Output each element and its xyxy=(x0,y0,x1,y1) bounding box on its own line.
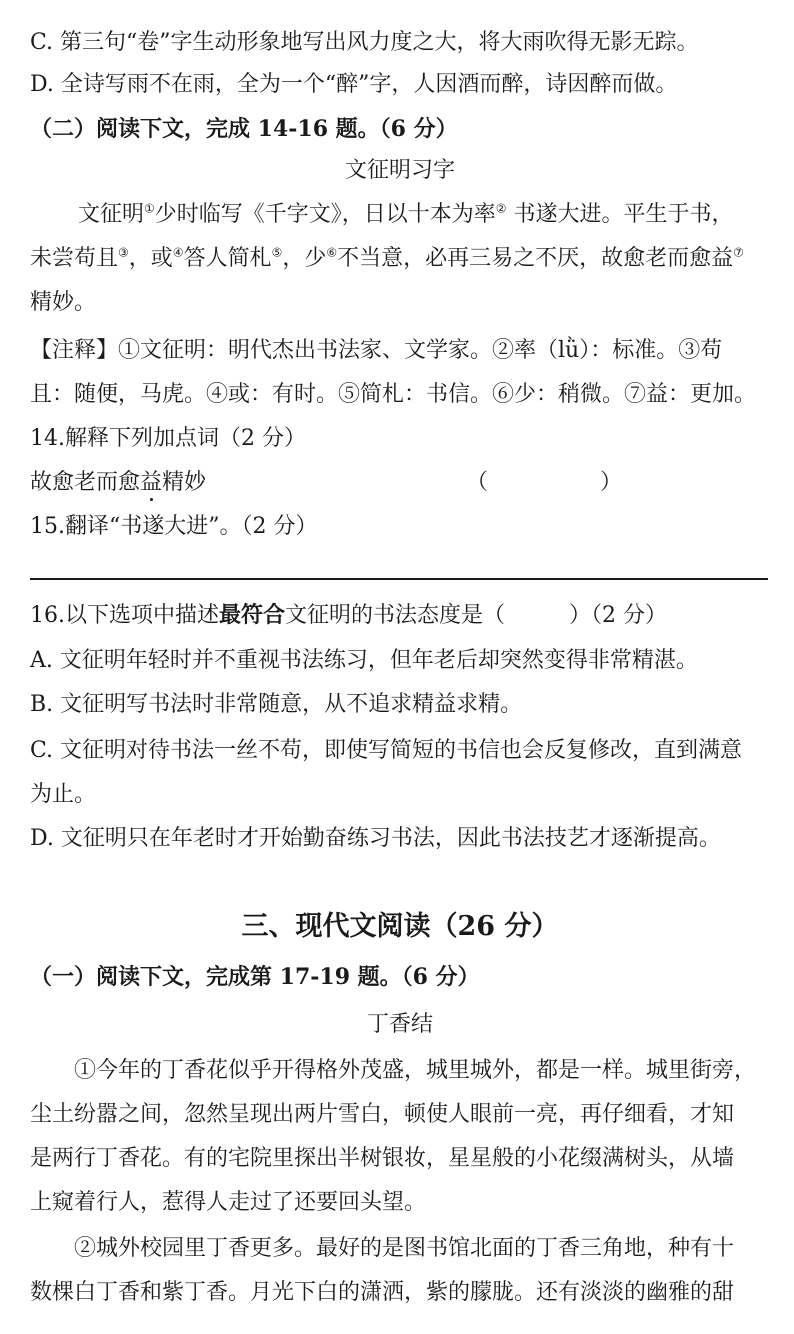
notes-line-2: 且：随便，马虎。④或：有时。⑤简札：书信。⑥少：稍微。⑦益：更加。 xyxy=(30,382,757,407)
question-15: 15.翻译“书遂大进”。（2 分） xyxy=(30,514,318,539)
option-d: D. 文征明只在年老时才开始勤奋练习书法，因此书法技艺才逐渐提高。 xyxy=(30,826,721,851)
question-16: 16.以下选项中描述最符合文征明的书法态度是（ ）（2 分） xyxy=(30,602,668,628)
answer-paren-open[interactable]: （ xyxy=(466,470,489,495)
essay-p1-line-2: 尘土纷嚣之间，忽然呈现出两片雪白，顿使人眼前一亮，再仔细看，才知 xyxy=(30,1102,735,1127)
section-3-subheading: （一）阅读下文，完成第 17-19 题。（6 分） xyxy=(30,964,480,990)
essay-p2-line-1: ②城外校园里丁香更多。最好的是图书馆北面的丁香三角地，种有十 xyxy=(74,1236,735,1261)
option-c: C. 文征明对待书法一丝不苟，即使写简短的书信也会反复修改，直到满意 xyxy=(30,738,743,763)
answer-line[interactable] xyxy=(30,578,768,580)
poem-option-d: D. 全诗写雨不在雨，全为一个“醉”字，人因酒而醉，诗因醉而做。 xyxy=(30,72,678,97)
passage-line-3: 精妙。 xyxy=(30,290,97,315)
option-b: B. 文征明写书法时非常随意，从不追求精益求精。 xyxy=(30,692,523,717)
dotted-word: 益 xyxy=(140,470,163,495)
essay-p1-line-1: ①今年的丁香花似乎开得格外茂盛，城里城外，都是一样。城里街旁， xyxy=(74,1058,757,1083)
answer-paren-close: ） xyxy=(600,470,623,495)
passage-line-2: 未尝苟且③，或④答人简札⑤，少⑥不当意，必再三易之不厌，故愈老而愈益⑦ xyxy=(30,245,744,271)
poem-option-c: C. 第三句“卷”字生动形象地写出风力度之大，将大雨吹得无影无踪。 xyxy=(30,30,699,55)
section-2-heading: （二）阅读下文，完成 14-16 题。（6 分） xyxy=(30,116,458,142)
passage-title: 文征明习字 xyxy=(344,158,455,183)
section-3-heading: 三、现代文阅读（26 分） xyxy=(241,911,559,942)
notes-line-1: 【注释】①文征明：明代杰出书法家、文学家。②率（lǜ）：标准。③苟 xyxy=(30,338,723,363)
essay-p2-line-2: 数棵白丁香和紫丁香。月光下白的潇洒，紫的朦胧。还有淡淡的幽雅的甜 xyxy=(30,1280,735,1305)
question-14-sentence: 故愈老而愈益精妙 （ ） xyxy=(30,468,770,498)
essay-p1-line-4: 上窥着行人，惹得人走过了还要回头望。 xyxy=(30,1190,427,1215)
essay-p1-line-3: 是两行丁香花。有的宅院里探出半树银妆，星星般的小花缀满树头，从墙 xyxy=(30,1146,735,1171)
essay-title: 丁香结 xyxy=(366,1012,433,1037)
passage-line-1: 文征明①少时临写《千字文》，日以十本为率② 书遂大进。平生于书， xyxy=(78,201,734,227)
option-c-cont: 为止。 xyxy=(30,782,97,807)
question-14: 14.解释下列加点词（2 分） xyxy=(30,426,306,451)
option-a: A. 文征明年轻时并不重视书法练习，但年老后却突然变得非常精湛。 xyxy=(30,648,698,673)
